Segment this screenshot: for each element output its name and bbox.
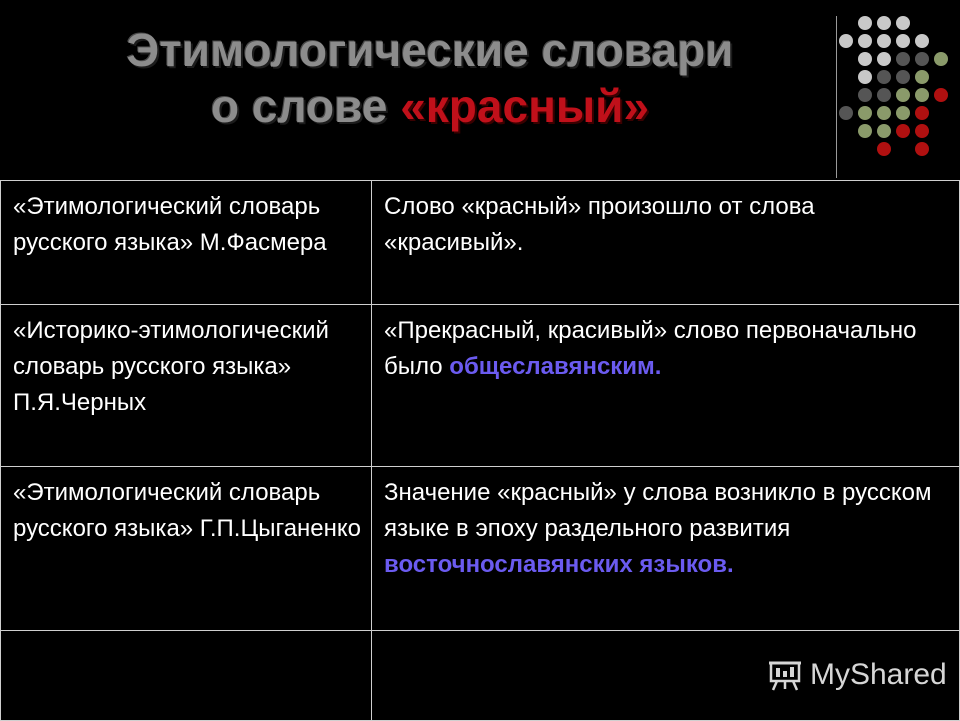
decorative-dot-grid [852, 14, 952, 164]
dot [915, 70, 929, 84]
description-text: Значение «красный» у слова возникло в русском языке в эпоху раздельного развития [384, 479, 932, 542]
table-cell-source [1, 631, 372, 721]
dot [915, 124, 929, 138]
dot [896, 52, 910, 66]
dot [858, 34, 872, 48]
title-line-2-prefix: о слове [210, 80, 401, 132]
dot [896, 88, 910, 102]
dot [896, 16, 910, 30]
description-text: «Прекрасный, красивый» слово первоначально было [384, 317, 917, 380]
table-row [1, 467, 960, 631]
table-cell-description [372, 467, 960, 631]
dot [915, 52, 929, 66]
table-cell-source: «Историко-этимологический словарь русского языка» П.Я.Черных [1, 305, 372, 467]
dot [877, 70, 891, 84]
dot [877, 88, 891, 102]
presentation-board-icon [768, 658, 802, 692]
dot [858, 106, 872, 120]
dot [858, 52, 872, 66]
dot [858, 16, 872, 30]
dot [896, 70, 910, 84]
dot [858, 70, 872, 84]
slide-title [30, 22, 830, 134]
dot [858, 124, 872, 138]
table-row [1, 181, 960, 305]
title-line-2 [30, 78, 830, 134]
table-cell-description [372, 181, 960, 305]
dot [915, 106, 929, 120]
dot [896, 34, 910, 48]
description-text: Слово «красный» произошло от слова «красивый». [384, 193, 815, 256]
description-highlight: восточнославянских языков. [384, 551, 734, 578]
dot [934, 52, 948, 66]
table-cell-description [372, 305, 960, 467]
title-highlight: «красный» [400, 80, 650, 132]
dot [877, 142, 891, 156]
table-cell-source: «Этимологический словарь русского языка» М.Фасмера [1, 181, 372, 305]
watermark-text: MyShared [810, 658, 947, 691]
table-cell-source: «Этимологический словарь русского языка» Г.П.Цыганенко [1, 467, 372, 631]
dot [858, 88, 872, 102]
dot [915, 142, 929, 156]
dot [896, 106, 910, 120]
dot [934, 88, 948, 102]
dot [877, 106, 891, 120]
dot [839, 34, 853, 48]
title-line-1: Этимологические словари [126, 24, 734, 76]
dot [877, 34, 891, 48]
description-highlight: общеславянским. [449, 353, 662, 380]
dot [915, 88, 929, 102]
dot [915, 34, 929, 48]
etymology-table [0, 180, 960, 721]
table-row [1, 305, 960, 467]
dot [877, 52, 891, 66]
watermark [768, 655, 947, 695]
dot [839, 106, 853, 120]
decorative-divider [836, 16, 837, 178]
dot [877, 16, 891, 30]
dot [896, 124, 910, 138]
dot [877, 124, 891, 138]
